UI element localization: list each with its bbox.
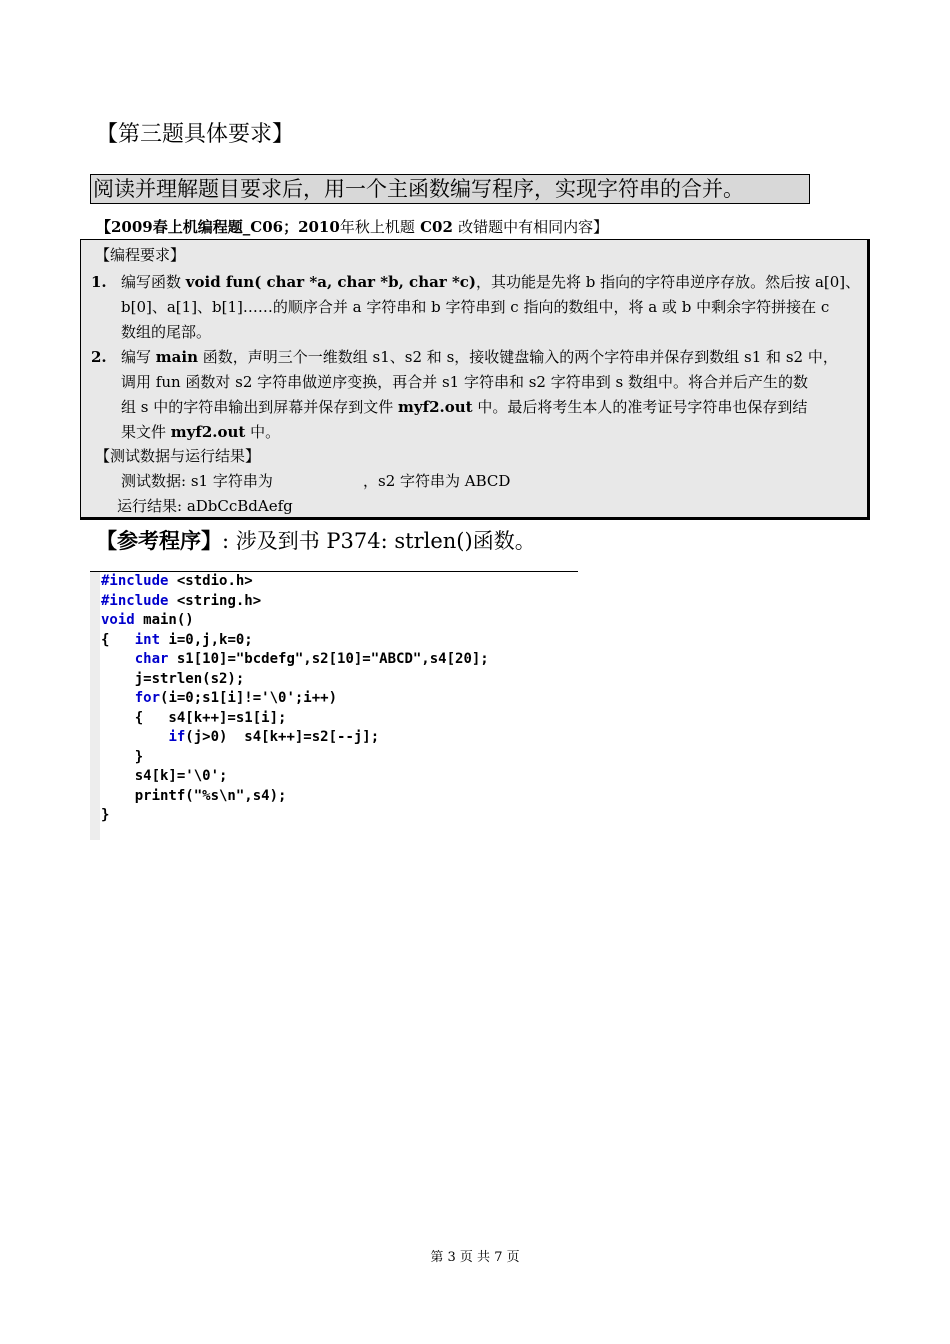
source-note-part2: 春上机编程题_C06；2010: [152, 218, 340, 236]
code-text: <string.h>: [168, 592, 262, 609]
item1-line1-a: 编写函数: [121, 273, 182, 291]
source-note-part5: 改错题中有相同内容】: [458, 218, 609, 236]
source-note-part3: 年秋上机题: [339, 218, 415, 236]
code-text: <stdio.h>: [168, 573, 253, 589]
source-note-part4: C02: [420, 218, 453, 236]
item1-line2: b[0]、a[1]、b[1]……的顺序合并 a 字符串和 b 字符串到 c 指向的数组中，将 a 或 b 中剩余字符拼接在 c: [121, 298, 830, 316]
item2-line3-file: myf2.out: [398, 398, 473, 416]
requirements-panel: [80, 239, 870, 520]
item1-number: 1.: [91, 273, 107, 291]
code-keyword: int: [134, 631, 161, 648]
item1-line1: [121, 271, 860, 293]
code-keyword: void: [101, 612, 135, 628]
code-line: [101, 689, 489, 709]
code-keyword: for: [134, 690, 161, 706]
item2-line2: 调用 fun 函数对 s2 字符串做逆序变换，再合并 s1 字符串和 s2 字符串到 s 数组中。将合并后产生的数: [121, 373, 808, 391]
code-line: [101, 650, 489, 670]
code-line: [101, 592, 489, 612]
source-note-part1: 【2009: [96, 218, 153, 236]
page-footer: 第 3 页 共 7 页: [430, 1250, 520, 1265]
code-keyword: char: [134, 651, 169, 667]
code-block: [101, 572, 489, 826]
item2-line1: [121, 346, 838, 368]
code-line: j=strlen(s2);: [101, 670, 245, 687]
test-data-label: 测试数据: s1 字符串为: [121, 472, 273, 490]
item2-line3: [121, 396, 807, 418]
item2-line1-a: 编写: [121, 348, 152, 366]
task-box: 阅读并理解题目要求后，用一个主函数编写程序，实现字符串的合并。: [90, 174, 810, 204]
item2-number: 2.: [91, 348, 107, 366]
reference-heading: [96, 526, 536, 556]
item2-line4-file: myf2.out: [170, 423, 246, 441]
item1-function-signature: void fun( char *a, char *b, char *c): [185, 273, 477, 291]
source-note: [96, 216, 608, 238]
item1-line1-b: ，其功能是先将 b 指向的字符串逆序存放。然后按 a[0]、: [476, 273, 861, 291]
run-result: 运行结果: aDbCcBdAefg: [117, 497, 293, 515]
code-text: (i=0;s1[i]!='\0';i++): [160, 690, 338, 706]
code-line: printf("%s\n",s4);: [101, 787, 287, 804]
code-keyword: #include: [101, 573, 169, 589]
code-text: main(): [134, 612, 194, 628]
item1-line3: 数组的尾部。: [121, 323, 212, 341]
requirements-heading: 【编程要求】: [95, 246, 186, 264]
code-text: [101, 729, 168, 745]
item2-main-keyword: main: [155, 348, 198, 366]
reference-text: : 涉及到书 P374: strlen()函数。: [222, 529, 536, 553]
item2-line3-b: 中。最后将考生本人的准考证号字符串也保存到结: [477, 398, 808, 416]
item2-line3-a: 组 s 中的字符串输出到屏幕并保存到文件: [121, 398, 394, 416]
code-text: i=0,j,k=0;: [160, 631, 253, 648]
section-title: 【第三题具体要求】: [96, 122, 295, 147]
item2-line1-b: 函数，声明三个一维数组 s1、s2 和 s，接收键盘输入的两个字符串并保存到数组 s1 和 s2 中，: [202, 348, 838, 366]
code-line: [101, 631, 489, 651]
code-line: [101, 572, 489, 592]
code-text: [101, 690, 135, 706]
code-line: }: [101, 748, 144, 765]
code-line: [101, 611, 489, 631]
code-line: s4[k]='\0';: [101, 768, 228, 784]
code-text: {: [101, 631, 135, 648]
code-keyword: if: [168, 729, 186, 745]
test-heading: 【测试数据与运行结果】: [95, 447, 261, 465]
code-text: s1[10]="bcdefg",s2[10]="ABCD",s4[20];: [168, 651, 489, 667]
code-keyword: #include: [101, 592, 169, 609]
code-gutter: [90, 572, 100, 840]
code-text: (j>0) s4[k++]=s2[--j];: [185, 729, 380, 745]
item2-line4: [121, 421, 280, 443]
reference-label: 【参考程序】: [96, 529, 222, 553]
code-line: { s4[k++]=s1[i];: [101, 709, 287, 726]
code-text: [101, 651, 135, 667]
code-line: [101, 728, 489, 748]
item2-line4-a: 果文件: [121, 423, 167, 441]
test-data-s2: ，s2 字符串为 ABCD: [363, 472, 511, 490]
item2-line4-b: 中。: [250, 423, 281, 441]
code-line: }: [101, 807, 110, 823]
